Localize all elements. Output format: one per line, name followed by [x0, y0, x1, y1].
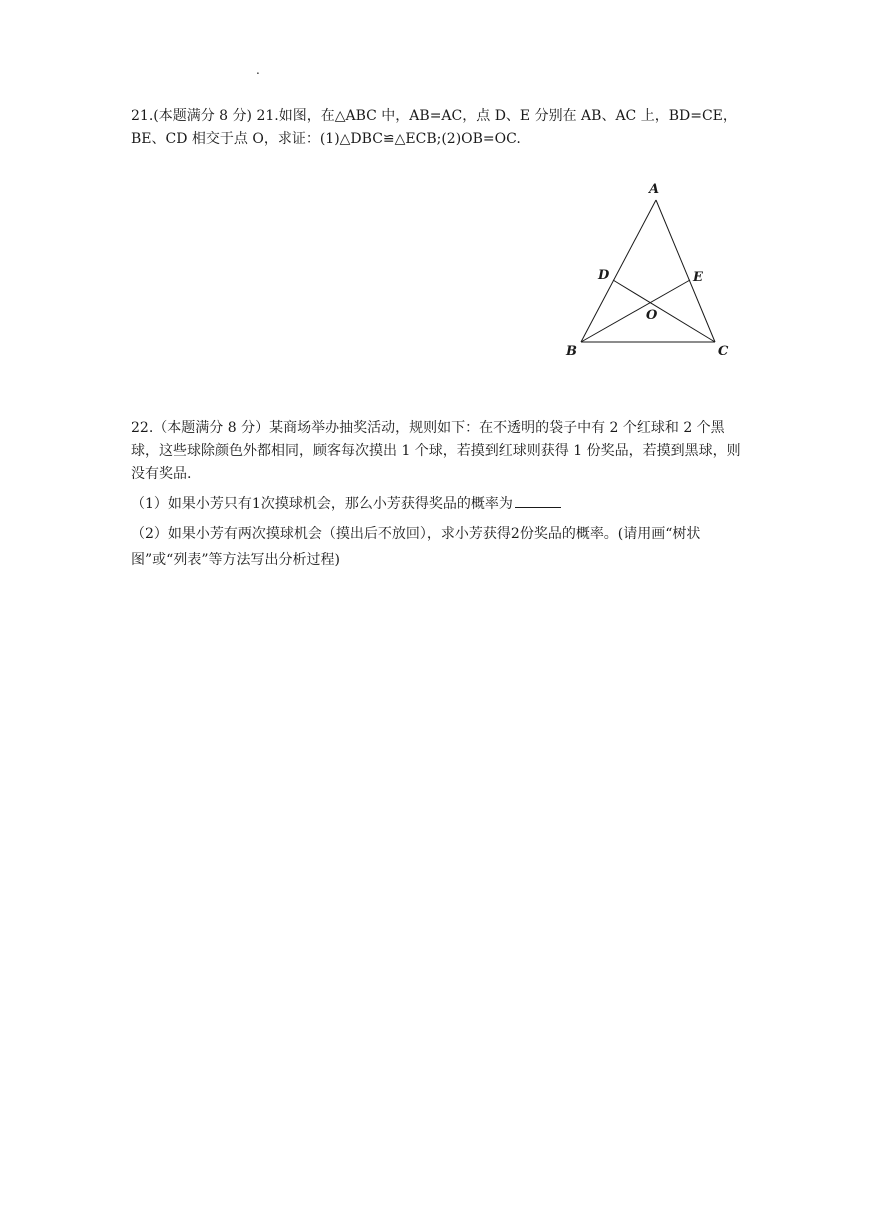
- question-21-text: 21.(本题满分 8 分) 21.如图，在△ABC 中，AB=AC，点 D、E 分别在 AB、AC 上，BD=CE，BE、CD 相交于点 O，求证：(1)△DBC≌△ECB;(2)OB=OC.: [131, 108, 737, 147]
- label-o: O: [646, 308, 658, 323]
- question-22-part-1: [131, 491, 743, 517]
- triangle-figure: [560, 175, 740, 365]
- segment-cd: [613, 280, 715, 342]
- label-c: C: [718, 344, 729, 359]
- segment-ac: [656, 200, 715, 342]
- label-b: B: [566, 344, 577, 359]
- question-22-part-2: （2）如果小芳有两次摸球机会（摸出后不放回），求小芳获得2份奖品的概率。(请用画“树状图”或“列表”等方法写出分析过程): [131, 526, 701, 568]
- header-mark: .: [256, 63, 260, 77]
- label-a: A: [649, 182, 660, 197]
- question-22-part-1-text: （1）如果小芳只有1次摸球机会，那么小芳获得奖品的概率为: [131, 496, 513, 512]
- label-e: E: [693, 270, 703, 285]
- label-d: D: [598, 268, 610, 283]
- question-22-text: 22.（本题满分 8 分）某商场举办抽奖活动，规则如下：在不透明的袋子中有 2 个红球和 2 个黑球，这些球除颜色外都相同，顾客每次摸出 1 个球，若摸到红球则获得 1 份奖品，若摸到黑球，则没有奖品.: [131, 420, 741, 482]
- answer-blank: [515, 493, 561, 508]
